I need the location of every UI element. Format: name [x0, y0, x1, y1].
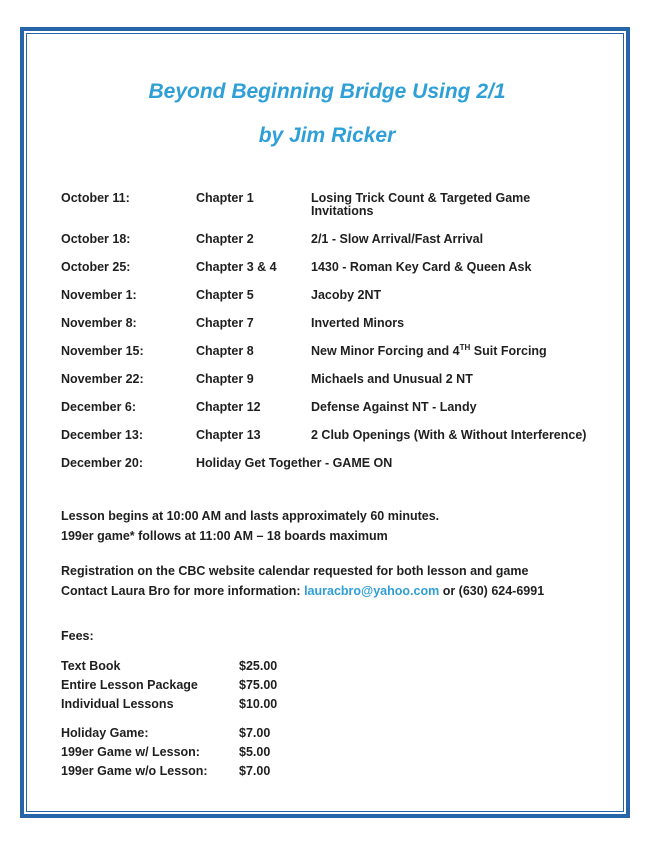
schedule-row: [61, 192, 593, 218]
schedule-row: [61, 261, 593, 274]
schedule-row: [61, 233, 593, 246]
schedule-date: November 1:: [61, 288, 137, 302]
fee-label: Text Book: [61, 659, 121, 673]
schedule-row: [61, 317, 593, 330]
fee-label: Holiday Game:: [61, 726, 149, 740]
document-title: Beyond Beginning Bridge Using 2/1: [148, 80, 506, 103]
fee-price: $25.00: [239, 659, 278, 673]
fee-price: $5.00: [239, 745, 271, 759]
schedule-row: [61, 401, 593, 414]
schedule-topic: Jacoby 2NT: [311, 288, 382, 302]
contact-email-link[interactable]: lauracbro@yahoo.com: [304, 584, 440, 598]
fee-price: $7.00: [239, 764, 271, 778]
schedule-chapter: Chapter 13: [196, 428, 261, 442]
fee-price: $7.00: [239, 726, 271, 740]
schedule-chapter: Chapter 12: [196, 400, 261, 414]
contact-prefix: Contact Laura Bro for more information:: [61, 584, 305, 598]
schedule-date: October 25:: [61, 260, 131, 274]
fee-row: [61, 762, 593, 781]
schedule-chapter: Chapter 9: [196, 372, 254, 386]
schedule-date: November 22:: [61, 372, 144, 386]
fees-heading: Fees:: [61, 629, 94, 643]
schedule-chapter: Holiday Get Together - GAME ON: [196, 456, 393, 470]
schedule-table: [61, 192, 593, 470]
info-block: [61, 506, 593, 601]
lesson-time-line: Lesson begins at 10:00 AM and lasts approximately 60 minutes.: [61, 509, 440, 523]
game-time-line: 199er game* follows at 11:00 AM – 18 boards maximum: [61, 529, 388, 543]
schedule-date: December 6:: [61, 400, 137, 414]
fees-group-lessons: [61, 657, 593, 714]
fee-row: [61, 743, 593, 762]
schedule-topic: Losing Trick Count & Targeted Game Invitations: [311, 191, 531, 218]
registration-line: Registration on the CBC website calendar requested for both lesson and game: [61, 564, 529, 578]
page-border-inner: [26, 33, 624, 812]
fee-price: $10.00: [239, 697, 278, 711]
fee-label: 199er Game w/o Lesson:: [61, 764, 208, 778]
schedule-topic: 2 Club Openings (With & Without Interference): [311, 428, 587, 442]
schedule-topic: Michaels and Unusual 2 NT: [311, 372, 473, 386]
schedule-row: [61, 373, 593, 386]
schedule-topic: 1430 - Roman Key Card & Queen Ask: [311, 260, 532, 274]
fee-row: [61, 657, 593, 676]
fee-label: Individual Lessons: [61, 697, 174, 711]
fee-row: [61, 724, 593, 743]
schedule-row: [61, 429, 593, 442]
schedule-date: November 15:: [61, 344, 144, 358]
schedule-topic-superscript: TH: [459, 342, 471, 352]
schedule-date: December 13:: [61, 428, 143, 442]
schedule-chapter: Chapter 3 & 4: [196, 260, 277, 274]
schedule-topic: Defense Against NT - Landy: [311, 400, 477, 414]
schedule-chapter: Chapter 8: [196, 344, 254, 358]
schedule-date: November 8:: [61, 316, 137, 330]
schedule-topic-text: New Minor Forcing and 4: [311, 344, 460, 358]
schedule-topic: 2/1 - Slow Arrival/Fast Arrival: [311, 232, 484, 246]
schedule-topic: Inverted Minors: [311, 316, 405, 330]
schedule-chapter: Chapter 2: [196, 232, 254, 246]
contact-suffix: or (630) 624-6991: [439, 584, 545, 598]
schedule-row: [61, 457, 593, 470]
fees-group-games: [61, 724, 593, 781]
schedule-topic-text: Suit Forcing: [470, 344, 547, 358]
contact-line: [61, 581, 593, 601]
page-border-outer: [20, 27, 630, 818]
schedule-topic: [311, 342, 593, 358]
fee-price: $75.00: [239, 678, 278, 692]
fee-label: Entire Lesson Package: [61, 678, 198, 692]
schedule-chapter: Chapter 1: [196, 191, 254, 205]
schedule-chapter: Chapter 7: [196, 316, 254, 330]
schedule-row: [61, 342, 593, 358]
fee-row: [61, 676, 593, 695]
schedule-date: October 11:: [61, 191, 130, 205]
document-subtitle: by Jim Ricker: [258, 124, 396, 147]
schedule-date: October 18:: [61, 232, 131, 246]
fee-row: [61, 695, 593, 714]
schedule-chapter: Chapter 5: [196, 288, 254, 302]
schedule-row: [61, 289, 593, 302]
fee-label: 199er Game w/ Lesson:: [61, 745, 200, 759]
schedule-date: December 20:: [61, 456, 143, 470]
